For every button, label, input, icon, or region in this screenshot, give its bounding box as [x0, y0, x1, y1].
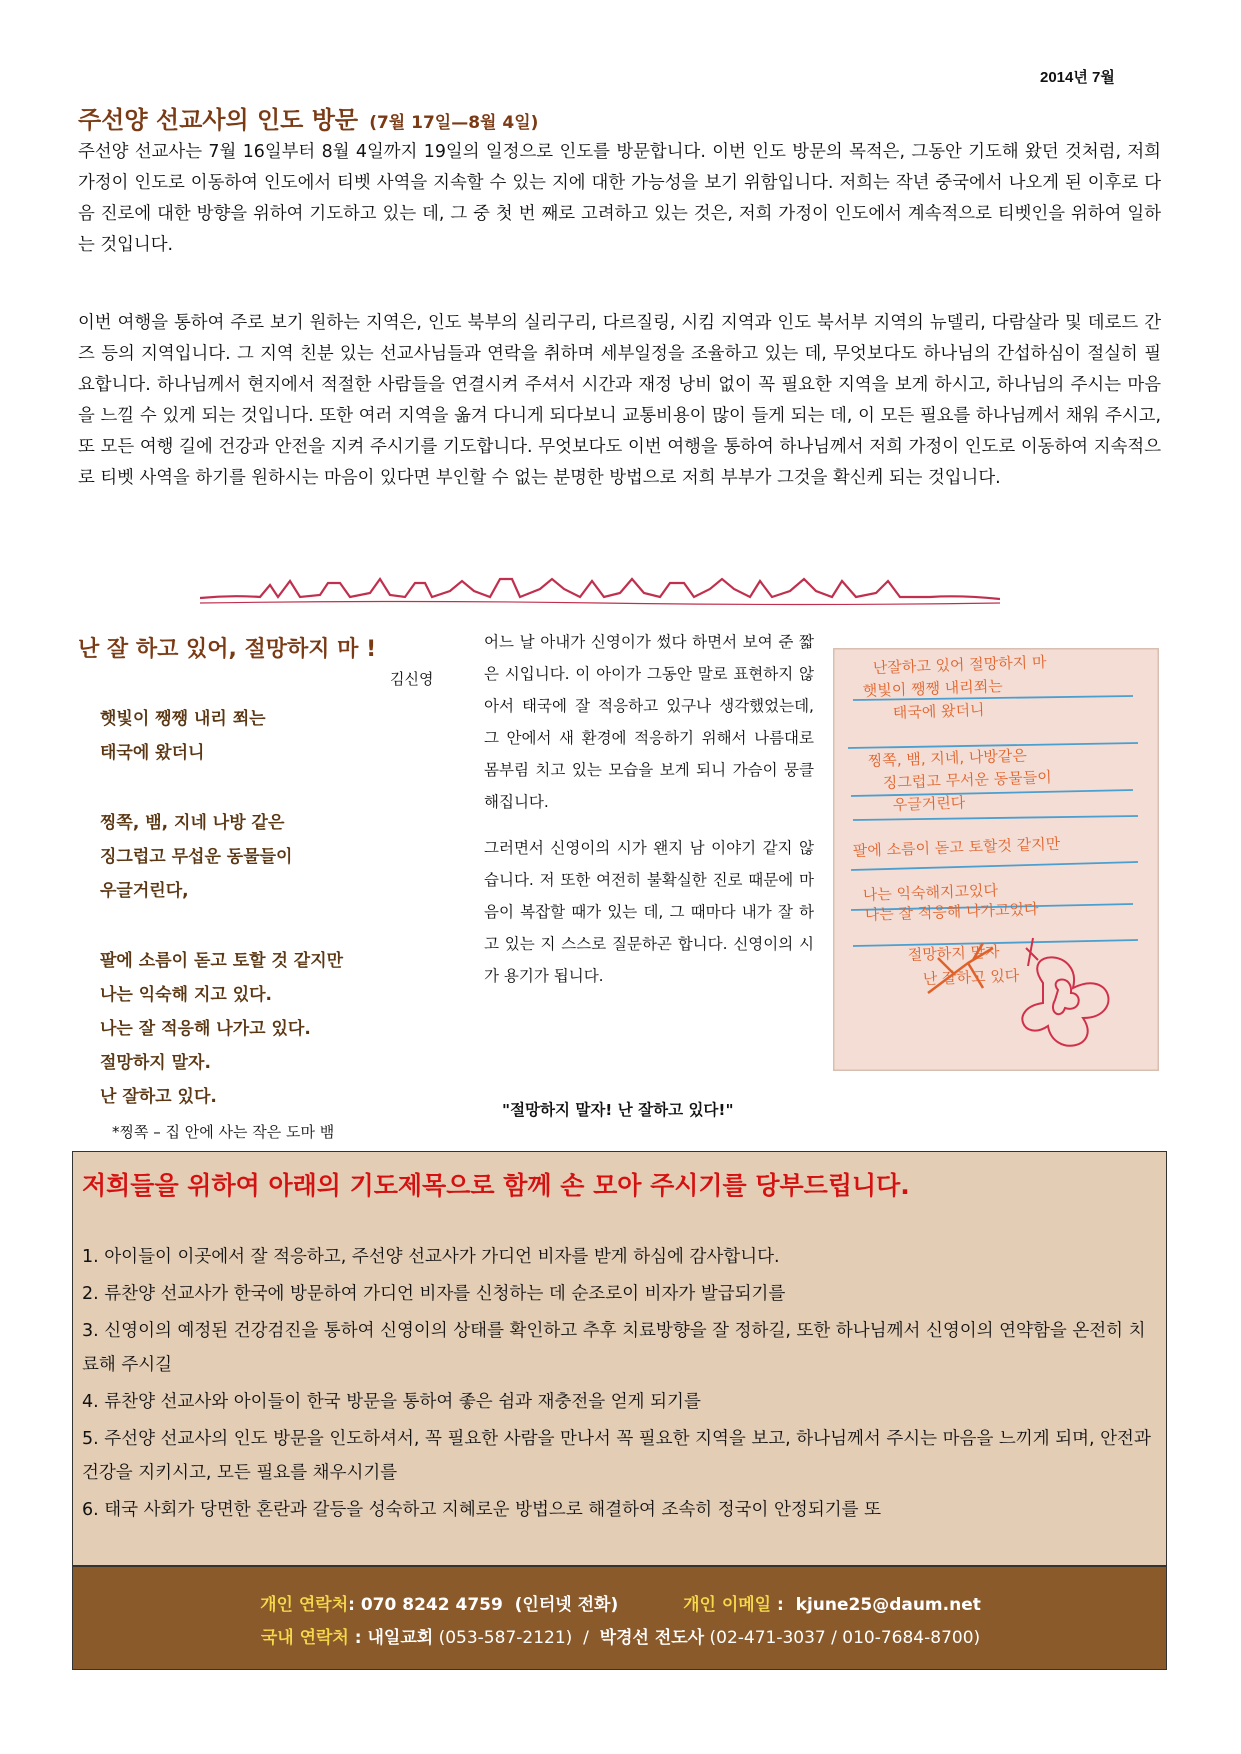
- commentary-quote: "절망하지 말자! 난 잘하고 있다!": [502, 1101, 734, 1119]
- handwritten-line: 절망하지 말자: [907, 942, 1000, 964]
- handwritten-line: 태국에 왔더니: [892, 700, 985, 722]
- poem-author: 김신영: [390, 670, 434, 688]
- commentary-paragraph-2: 그러면서 신영이의 시가 왠지 남 이야기 같지 않습니다. 저 또한 여전히 불확실한 진로 때문에 마음이 복잡할 때가 있는 데, 그 때마다 내가 잘 하고 있는 지 스스로 질문하곤 합니다. 신영이의 시가 용기가 됩니다.: [484, 839, 814, 985]
- poem-line: 징그럽고 무섭운 동물들이: [100, 847, 293, 867]
- poem-line: 나는 잘 적응해 나가고 있다.: [100, 1019, 311, 1039]
- contact-line-domestic: [0, 1623, 1241, 1648]
- email-label: 개인 이메일: [683, 1595, 772, 1615]
- handwritten-poem-photo: [833, 648, 1159, 1071]
- church-phone: (053-587-2121) /: [433, 1628, 600, 1648]
- poem-line: 난 잘하고 있다.: [100, 1087, 217, 1107]
- poem-line: 찡쪽, 뱀, 지네 나방 같은: [100, 813, 285, 833]
- prayer-item: 3. 신영이의 예정된 건강검진을 통하여 신영이의 상태를 확인하고 추후 치료방향을 잘 정하길, 또한 하나님께서 신영이의 연약함을 온전히 치료해 주시길: [82, 1321, 1146, 1375]
- prayer-title: 저희들을 위하여 아래의 기도제목으로 함께 손 모아 주시기를 당부드립니다.: [82, 1171, 910, 1200]
- handwritten-line: 나는 익숙해지고있다: [862, 881, 999, 904]
- poem-line: 태국에 왔더니: [100, 743, 205, 763]
- article-paragraph-1: 주선양 선교사는 7월 16일부터 8월 4일까지 19일의 일정으로 인도를 방문합니다. 이번 인도 방문의 목적은, 그동안 기도해 왔던 것처럼, 저희 가정이 인도로 이동하여 인도에서 티벳 사역을 지속할 수 있는 지에 대한 가능성을 보기 위함입니다. 저희는 작년 중국에서 나오게 된 이후로 다음 진로에 대한 방향을 위하여 기도하고 있는 데, 그 중 첫 번 째로 고려하고 있는 것은, 저희 가정이 인도에서 계속적으로 티벳인을 위하여 일하는 것입니다.: [78, 142, 1161, 255]
- church-name: : 내일교회: [348, 1628, 434, 1648]
- handwritten-line: 우글거린다: [892, 793, 966, 814]
- domestic-contact-label: 국내 연락처: [260, 1628, 349, 1648]
- poem-commentary: [484, 626, 814, 1006]
- poem-line: 우글거린다,: [100, 881, 189, 901]
- handwritten-line: 난잘하고 있어 절망하지 마: [872, 652, 1047, 677]
- skyline-divider: [200, 573, 1000, 613]
- issue-date: 2014년 7월: [1040, 69, 1115, 86]
- prayer-item: 4. 류찬양 선교사와 아이들이 한국 방문을 통하여 좋은 쉼과 재충전을 얻게 되기를: [82, 1392, 701, 1412]
- pastor-name: 박경선 전도사: [599, 1628, 705, 1648]
- poem-body: [100, 702, 343, 1114]
- contact-box: [72, 1566, 1167, 1670]
- article-heading: [78, 100, 538, 135]
- prayer-item: 2. 류찬양 선교사가 한국에 방문하여 가디언 비자를 신청하는 데 순조로이 비자가 발급되기를: [82, 1284, 786, 1304]
- poem-line: 나는 익숙해 지고 있다.: [100, 985, 273, 1005]
- prayer-item: 1. 아이들이 이곳에서 잘 적응하고, 주선양 선교사가 가디언 비자를 받게 하심에 감사합니다.: [82, 1247, 780, 1267]
- contact-line-personal: [0, 1590, 1241, 1615]
- poem-title: 난 잘 하고 있어, 절망하지 마 !: [78, 637, 377, 662]
- poem-line: 절망하지 말자.: [100, 1053, 211, 1073]
- personal-contact-label: 개인 연락처: [260, 1595, 349, 1615]
- poem-line: 햇빛이 쨍쨍 내리 쬐는: [100, 709, 266, 729]
- prayer-list: [82, 1240, 1157, 1530]
- handwritten-line: 찡쪽, 뱀, 지네, 나방같은: [867, 746, 1028, 770]
- pastor-phone: (02-471-3037 / 010-7684-8700): [704, 1628, 981, 1648]
- handwritten-line: 나는 잘 적응해 나가고있다: [864, 899, 1039, 924]
- handwritten-line: 팔에 소름이 돋고 토할것 같지만: [852, 834, 1061, 860]
- email-address[interactable]: : kjune25@daum.net: [771, 1595, 981, 1615]
- poem-footnote: *찡쪽 – 집 안에 사는 작은 도마 뱀: [112, 1123, 335, 1141]
- handwritten-line: 난 잘하고 있다: [922, 966, 1020, 988]
- commentary-paragraph-1: 어느 날 아내가 신영이가 썼다 하면서 보여 준 짧은 시입니다. 이 아이가 그동안 말로 표현하지 않아서 태국에 잘 적응하고 있구나 생각했었는데, 그 안에서 새 환경에 적응하기 위해서 나름대로 몸부림 치고 있는 모습을 보게 되니 가슴이 뭉클해집니다.: [484, 633, 814, 811]
- article-dates: (7월 17일—8월 4일): [369, 113, 539, 133]
- article-paragraph-2: 이번 여행을 통하여 주로 보기 원하는 지역은, 인도 북부의 실리구리, 다르질링, 시킴 지역과 인도 북서부 지역의 뉴델리, 다람살라 및 데로드 간즈 등의 지역입니다. 그 지역 친분 있는 선교사님들과 연락을 취하며 세부일정을 조율하고 있는 데, 무엇보다도 하나님의 간섭하심이 절실히 필요합니다. 하나님께서 현지에서 적절한 사람들을 연결시켜 주셔서 시간과 재정 낭비 없이 꼭 필요한 지역을 보게 하시고, 하나님의 주시는 마음을 느낄 수 있게 되는 것입니다. 또한 여러 지역을 옮겨 다니게 되다보니 교통비용이 많이 들게 되는 데, 이 모든 필요를 하나님께서 채워 주시고, 또 모든 여행 길에 건강과 안전을 지켜 주시기를 기도합니다. 무엇보다도 이번 여행을 통하여 하나님께서 저희 가정이 인도로 이동하여 지속적으로 티벳 사역을 하기를 원하시는 마음이 있다면 부인할 수 없는 분명한 방법으로 저희 부부가 그것을 확신케 되는 것입니다.: [78, 313, 1161, 488]
- personal-phone: : 070 8242 4759 (인터넷 전화): [348, 1595, 619, 1615]
- poem-line: 팔에 소름이 돋고 토할 것 같지만: [100, 951, 344, 971]
- prayer-item: 6. 태국 사회가 당면한 혼란과 갈등을 성숙하고 지혜로운 방법으로 해결하여 조속히 정국이 안정되기를 또: [82, 1500, 882, 1520]
- handwritten-line: 징그럽고 무서운 동물들이: [882, 768, 1052, 792]
- prayer-item: 5. 주선양 선교사의 인도 방문을 인도하셔서, 꼭 필요한 사람을 만나서 꼭 필요한 지역을 보고, 하나님께서 주시는 마음을 느끼게 되며, 안전과 건강을 지키시고, 모든 필요를 채우시기를: [82, 1429, 1151, 1483]
- article-title: 주선양 선교사의 인도 방문: [78, 106, 359, 134]
- handwritten-line: 햇빛이 쨍쨍 내리쬐는: [862, 677, 1004, 700]
